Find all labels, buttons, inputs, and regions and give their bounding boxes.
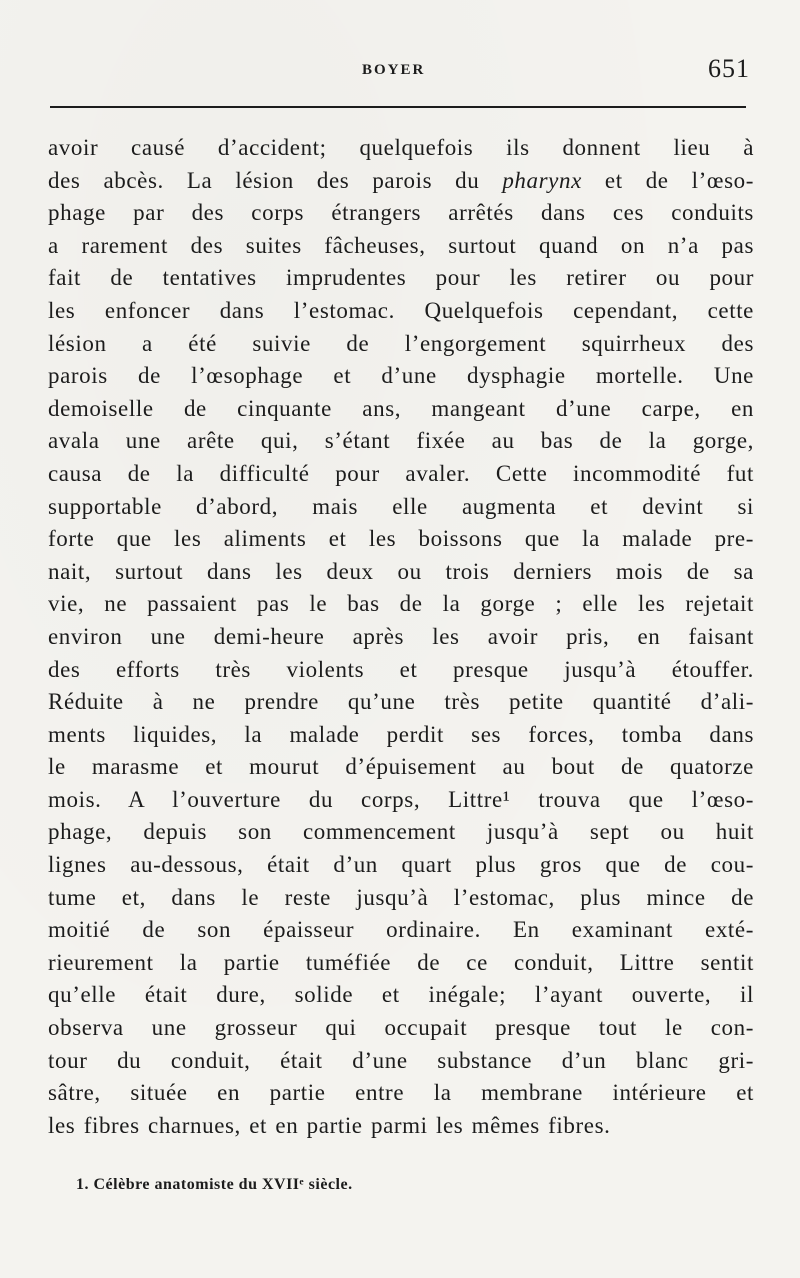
body-line: environ une demi-heure après les avoir pris, en faisant (48, 623, 754, 649)
body-line: supportable d’abord, mais elle augmenta et devint si (48, 493, 754, 519)
body-line: lésion a été suivie de l’engorgement squirrheux des (48, 330, 754, 356)
body-line: mois. A l’ouverture du corps, Littre¹ trouva que l’œso- (48, 786, 754, 812)
running-head (0, 56, 800, 92)
body-line: avoir causé d’accident; quelquefois ils donnent lieu à (48, 135, 754, 160)
body-line: Réduite à ne prendre qu’une très petite quantité d’ali- (48, 689, 754, 715)
body-line: phage par des corps étrangers arrêtés dans ces conduits (48, 200, 754, 226)
body-line: des abcès. La lésion des parois du pharynx et de l’œso- (48, 167, 754, 193)
body-line: observa une grosseur qui occupait presque tout le con- (48, 1015, 754, 1041)
footnote: 1. Célèbre anatomiste du XVIIᵉ siècle. (76, 1176, 353, 1193)
running-title: BOYER (362, 62, 426, 78)
body-line: les fibres charnues, et en partie parmi les mêmes fibres. (48, 1112, 611, 1138)
body-line: sâtre, située en partie entre la membrane intérieure et (48, 1080, 754, 1106)
body-line: des efforts très violents et presque jusqu’à étouffer. (48, 656, 754, 682)
body-line: lignes au-dessous, était d’un quart plus gros que de cou- (48, 852, 754, 878)
body-line: a rarement des suites fâcheuses, surtout quand on n’a pas (48, 232, 754, 258)
body-line: qu’elle était dure, solide et inégale; l’ayant ouverte, il (48, 982, 754, 1008)
body-line: causa de la difficulté pour avaler. Cette incommodité fut (48, 460, 754, 486)
body-line: tume et, dans le reste jusqu’à l’estomac, plus mince de (48, 884, 754, 910)
body-line: demoiselle de cinquante ans, mangeant d’une carpe, en (48, 395, 754, 421)
header-rule (50, 106, 746, 108)
body-text (48, 132, 754, 1142)
body-line: rieurement la partie tuméfiée de ce conduit, Littre sentit (48, 949, 754, 975)
body-line: moitié de son épaisseur ordinaire. En examinant exté- (48, 917, 754, 943)
body-line: ments liquides, la malade perdit ses forces, tomba dans (48, 721, 754, 747)
body-line: fait de tentatives imprudentes pour les retirer ou pour (48, 265, 754, 291)
body-line: forte que les aliments et les boissons que la malade pre- (48, 526, 754, 552)
body-line: nait, surtout dans les deux ou trois derniers mois de sa (48, 558, 754, 584)
body-line: les enfoncer dans l’estomac. Quelquefois cependant, cette (48, 297, 754, 323)
page-number: 651 (708, 54, 750, 83)
body-line: phage, depuis son commencement jusqu’à sept ou huit (48, 819, 754, 845)
body-line: le marasme et mourut d’épuisement au bout de quatorze (48, 754, 754, 780)
body-line: parois de l’œsophage et d’une dysphagie mortelle. Une (48, 363, 754, 389)
body-line: avala une arête qui, s’étant fixée au bas de la gorge, (48, 428, 754, 454)
body-line: tour du conduit, était d’une substance d’un blanc gri- (48, 1047, 754, 1073)
body-line: vie, ne passaient pas le bas de la gorge ; elle les rejetait (48, 591, 754, 617)
